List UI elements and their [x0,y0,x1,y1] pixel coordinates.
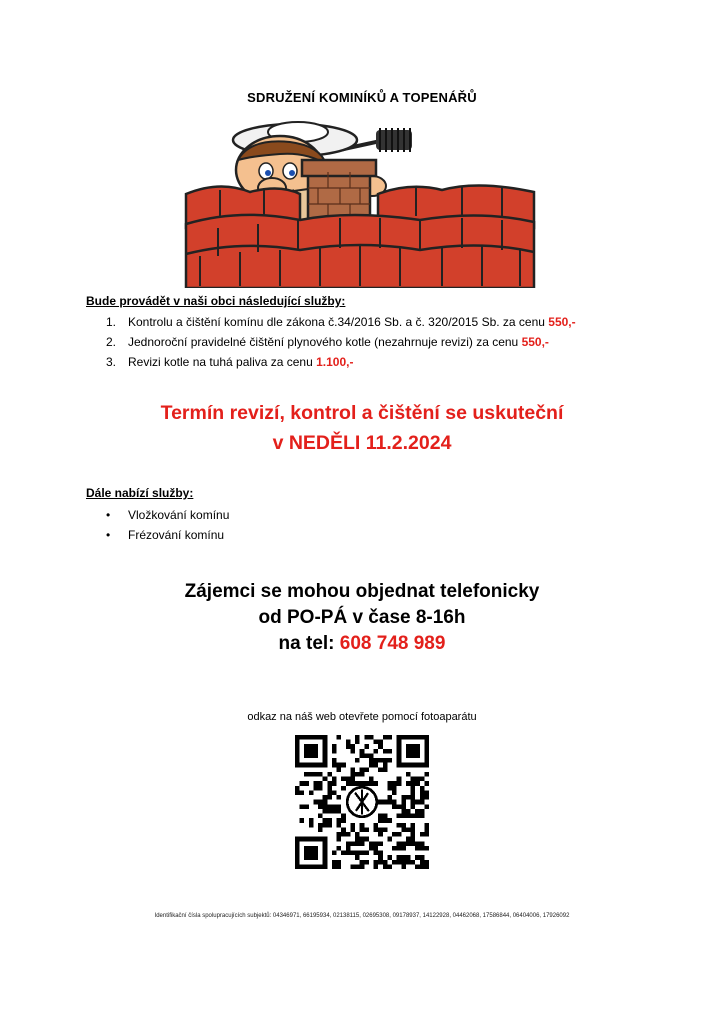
more-services-list [106,505,229,545]
web-note: odkaz na náš web otevřete pomocí fotoaparátu [247,711,477,723]
contact-phone-line: na tel: 608 748 989 [278,633,446,654]
price: 1.100,- [316,355,354,369]
page-title: SDRUŽENÍ KOMINÍKŮ A TOPENÁŘŮ [247,90,477,105]
bullet-icon: • [106,508,111,522]
list-item: 1. Kontrolu a čištění komínu dle zákona č.34/2016 Sb. a č. 320/2015 Sb. za cenu 550,- [106,315,576,329]
list-item: 2. Jednoroční pravidelné čištění plynového kotle (nezahrnuje revizi) za cenu 550,- [106,335,549,349]
announcement [0,398,724,458]
list-item: • Frézování komínu [106,525,229,545]
list-item: 3. Revizi kotle na tuhá paliva za cenu 1.100,- [106,355,354,369]
announcement-line: Termín revizí, kontrol a čištění se uskuteční [160,402,564,424]
price: 550,- [521,335,549,349]
contact-line: Zájemci se mohou objednat telefonicky [184,581,540,602]
footer-ids: Identifikační čísla spolupracujících subjektů: 04346971, 66195934, 02138115, 02695308, 09178937, 14122928, 04462068, 17586844, 06404006, 17926092 [154,913,570,919]
services-heading: Bude provádět v naši obci následující služby: [86,294,346,308]
more-services-heading: Dále nabízí služby: [86,486,194,500]
list-item: • Vložkování komínu [106,505,229,525]
qr-code[interactable] [295,735,429,869]
contact-block [0,579,724,657]
bullet-icon: • [106,528,111,542]
announcement-date: v NEDĚLI 11.2.2024 [272,432,452,454]
contact-hours: od PO-PÁ v čase 8-16h [258,607,466,628]
chimney-sweep-illustration [180,116,540,288]
phone-number[interactable]: 608 748 989 [339,633,446,654]
services-list [106,312,576,372]
price: 550,- [548,315,576,329]
